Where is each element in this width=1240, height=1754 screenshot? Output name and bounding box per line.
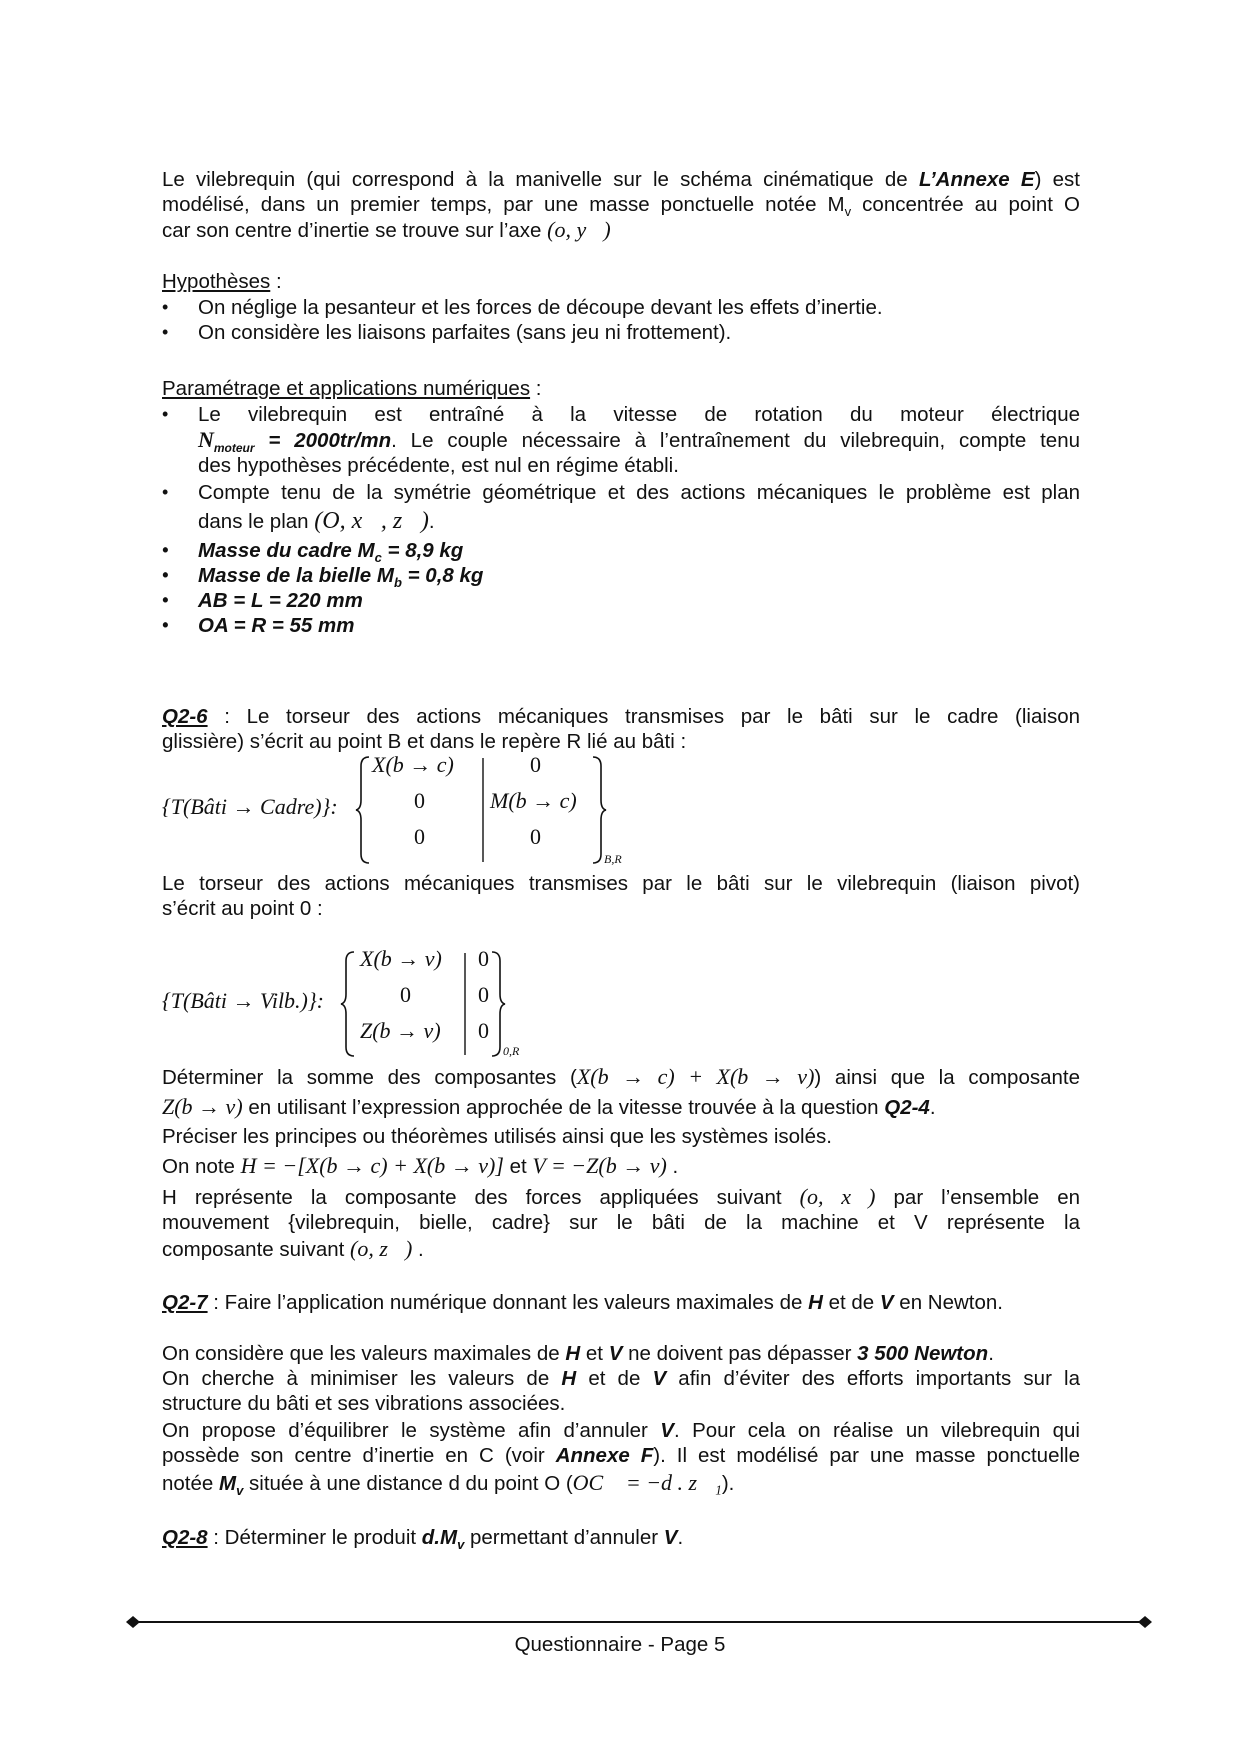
q27-text: : Faire l’application numérique donnant les valeurs maximales de [207, 1291, 809, 1314]
n-moteur-sub: moteur [213, 441, 255, 456]
torsor-2-r2c2: 0 [478, 982, 489, 1007]
q27-line [162, 1290, 1080, 1315]
consider-h: H [565, 1342, 581, 1365]
q28-text: permettant d’annuler [464, 1526, 664, 1549]
q26-det2-text: en utilisant l’expression approchée de la vitesse trouvée à la question [242, 1096, 885, 1119]
q28-v: V [663, 1526, 678, 1549]
q28-label: Q2-8 [162, 1526, 208, 1549]
consider-text: On cherche à minimiser les valeurs de [162, 1367, 562, 1390]
q26-line-4: s’écrit au point 0 : [162, 897, 323, 920]
intro-line-2 [162, 192, 1080, 220]
intro-text: Le vilebrequin (qui correspond à la manivelle sur le schéma cinématique de [162, 168, 919, 191]
hypotheses-heading [162, 269, 1080, 294]
mv-sub: v [236, 1483, 244, 1499]
param-b1-line2 [198, 427, 1081, 456]
left-brace [341, 952, 354, 1056]
consider-line-3: structure du bâti et ses vibrations associées. [162, 1392, 566, 1415]
note-text: On note [162, 1155, 241, 1178]
q27-text: en Newton. [893, 1291, 1003, 1314]
torsor-2-r3c2: 0 [478, 1018, 489, 1043]
footer-page-label: Questionnaire - Page 5 [514, 1633, 726, 1656]
q27-h: H [808, 1291, 823, 1314]
consider-line-5 [162, 1443, 1080, 1468]
param-title: Paramétrage et applications numériques [162, 377, 531, 400]
left-brace [356, 757, 369, 863]
param-b2-line2 [198, 509, 1080, 534]
torsor-1-r3c2: 0 [530, 824, 541, 849]
q27-v: V [879, 1291, 894, 1314]
mass-cadre-label: Masse du cadre M [198, 539, 375, 562]
consider-text: possède son centre d’inertie en C (voir [162, 1444, 556, 1467]
q28-text: : Déterminer le produit [207, 1526, 422, 1549]
torsor-1-subscript: B,R [604, 852, 622, 866]
intro-text: modélisé, dans un premier temps, par une masse ponctuelle notée M [162, 193, 845, 216]
consider-text: notée [162, 1472, 219, 1495]
annexe-e-ref: L’Annexe E [918, 168, 1035, 191]
q28-text: . [677, 1526, 684, 1549]
torsor-1-r2c1: 0 [414, 788, 425, 813]
product-dmv: d.M [421, 1526, 458, 1549]
intro-text: concentrée au point O [851, 193, 1080, 216]
list-item [162, 538, 1080, 566]
h-desc-text: par l’ensemble en [875, 1186, 1080, 1209]
param-b1-line1: • Le vilebrequin est entraîné à la vitesse de rotation du moteur électrique [198, 403, 1080, 426]
q26-det-text: Déterminer la somme des composantes ( [162, 1066, 577, 1089]
intro-text: car son centre d’inertie se trouve sur l’axe [162, 219, 548, 242]
consider-text: et [580, 1342, 609, 1365]
param-heading [162, 376, 1080, 401]
q28-line [162, 1525, 1080, 1553]
consider-v: V [608, 1342, 623, 1365]
right-brace [492, 952, 505, 1056]
mass-bielle-sub: b [393, 575, 402, 591]
torsor-2-r2c1: 0 [400, 982, 411, 1007]
consider-v: V [660, 1419, 674, 1442]
q26-text: : Le torseur des actions mécaniques transmises par le bâti sur le cadre (liaison [207, 705, 1080, 728]
torsor-2-r1c1: X(b → v) [360, 946, 442, 971]
torsor-1-name: {T(Bâti → Cadre)}: [162, 794, 338, 819]
consider-h: H [561, 1367, 577, 1390]
consider-text: afin d’éviter des efforts importants sur la [666, 1367, 1080, 1390]
torsor-1-r2c2: M(b → c) [490, 788, 577, 813]
annexe-f-ref: Annexe F [555, 1444, 654, 1467]
q27-label: Q2-7 [162, 1291, 208, 1314]
q26-det2-end: . [929, 1096, 936, 1119]
footer-diamond-left [126, 1616, 140, 1628]
hypotheses-list [162, 295, 1080, 345]
q26-line-1 [162, 704, 1080, 729]
n-moteur-symbol: N [198, 427, 214, 452]
z-formula: Z(b → v) [162, 1094, 243, 1119]
param-b1-text: . Le couple nécessaire à l’entraînement du vilebrequin, compte tenu [391, 429, 1081, 452]
hypotheses-colon: : [270, 270, 282, 293]
torsor-2-r1c2: 0 [478, 946, 489, 971]
torsor-1-r1c1: X(b → c) [372, 752, 454, 777]
v-formula: V = −Z(b → v) [532, 1153, 667, 1178]
consider-text: . Pour cela on réalise un vilebrequin qui [673, 1419, 1080, 1442]
h-formula: H = −[X(b → c) + X(b → v)] [240, 1153, 504, 1178]
consider-text: située à une distance d du point O ( [243, 1472, 573, 1495]
q26-determine-2 [162, 1094, 1080, 1120]
intro-text: ) est [1034, 168, 1080, 191]
param-b1-line3: des hypothèses précédente, est nul en régime établi. [198, 454, 679, 477]
list-item: • OA = R = 55 mm [162, 613, 1080, 638]
consider-text: On considère que les valeurs maximales de [162, 1342, 566, 1365]
hypotheses-title: Hypothèses [162, 270, 271, 293]
h-desc-text: H représente la composante des forces appliquées suivant [162, 1186, 800, 1209]
axis-ox-formula: (o, x⃗) [799, 1184, 876, 1209]
consider-v: V [652, 1367, 667, 1390]
max-force-value: 3 500 Newton [857, 1342, 989, 1365]
param-list [162, 402, 1080, 638]
consider-text: On propose d’équilibrer le système afin d’annuler [162, 1419, 661, 1442]
list-item [162, 480, 1080, 534]
consider-line-6 [162, 1470, 1080, 1499]
consider-line-2 [162, 1366, 1080, 1391]
q26-det-text: ) ainsi que la composante [814, 1066, 1081, 1089]
torsor-2-name: {T(Bâti → Vilb.)}: [162, 988, 325, 1013]
q26-h-line-1 [162, 1184, 1080, 1210]
note-text: et [503, 1155, 533, 1178]
q26-note [162, 1153, 1080, 1179]
axis-oz-formula: (o, z⃗) [350, 1236, 413, 1261]
q26-determine-1 [162, 1064, 1080, 1090]
param-b2-text: dans le plan [198, 510, 315, 533]
q26-h-line-3 [162, 1236, 1080, 1262]
mass-bielle-value: = 0,8 kg [401, 564, 484, 587]
q26-preciser: Préciser les principes ou théorèmes utilisés ainsi que les systèmes isolés. [162, 1125, 832, 1148]
list-item [162, 563, 1080, 591]
param-b2-line1: • Compte tenu de la symétrie géométrique et des actions mécaniques le problème est plan [198, 481, 1080, 504]
mass-cadre-sub: c [374, 550, 382, 566]
q26-line-2: glissière) s’écrit au point B et dans le repère R lié au bâti : [162, 730, 687, 753]
footer-diamond-right [1138, 1616, 1152, 1628]
note-end: . [666, 1155, 679, 1178]
oc-formula: OC⃗ = −d . z⃗₁ [572, 1470, 722, 1495]
sum-x-formula: X(b → c) + X(b → v) [576, 1064, 815, 1089]
q26-line-3: Le torseur des actions mécaniques transmises par le bâti sur le vilebrequin (liaison pivot) [162, 872, 1080, 895]
consider-text: ne doivent pas dépasser [622, 1342, 858, 1365]
plane-oxz-formula: (O, x⃗, z⃗) [314, 508, 429, 534]
footer-rule [126, 1614, 1152, 1630]
consider-text: ). Il est modélisé par une masse ponctuelle [653, 1444, 1080, 1467]
mv-symbol: M [219, 1472, 237, 1495]
consider-text: . [988, 1342, 994, 1365]
q24-ref: Q2-4 [884, 1096, 930, 1119]
n-moteur-value: = 2000tr/mn [254, 429, 392, 452]
right-brace [593, 757, 606, 863]
product-sub: v [457, 1537, 465, 1553]
torsor-2-r3c1: Z(b → v) [360, 1018, 441, 1043]
param-colon: : [530, 377, 542, 400]
intro-line-3 [162, 217, 1080, 243]
consider-text: ). [721, 1472, 735, 1495]
list-item: • On néglige la pesanteur et les forces de découpe devant les effets d’inertie. [162, 295, 1080, 320]
consider-line-4 [162, 1418, 1080, 1443]
axis-oy-formula: (o, y⃗) [547, 217, 611, 242]
q27-text: et de [822, 1291, 880, 1314]
mass-cadre-value: = 8,9 kg [381, 539, 464, 562]
torsor-1-r3c1: 0 [414, 824, 425, 849]
intro-line-1 [162, 167, 1080, 192]
h-desc-end: . [412, 1238, 424, 1261]
q26-h-line-2: mouvement {vilebrequin, bielle, cadre} sur le bâti de la machine et V représente la [162, 1211, 1080, 1234]
intro-sub: v [844, 204, 852, 220]
h-desc-text: composante suivant [162, 1238, 351, 1261]
mass-bielle-label: Masse de la bielle M [198, 564, 394, 587]
param-b2-end: . [428, 510, 435, 533]
list-item: • AB = L = 220 mm [162, 588, 1080, 613]
list-item [162, 402, 1080, 478]
torsor-2-subscript: 0,R [503, 1044, 520, 1058]
consider-line-1 [162, 1341, 1080, 1366]
q26-label: Q2-6 [162, 705, 208, 728]
torsor-1-r1c2: 0 [530, 752, 541, 777]
list-item: • On considère les liaisons parfaites (sans jeu ni frottement). [162, 320, 1080, 345]
consider-text: et de [576, 1367, 653, 1390]
